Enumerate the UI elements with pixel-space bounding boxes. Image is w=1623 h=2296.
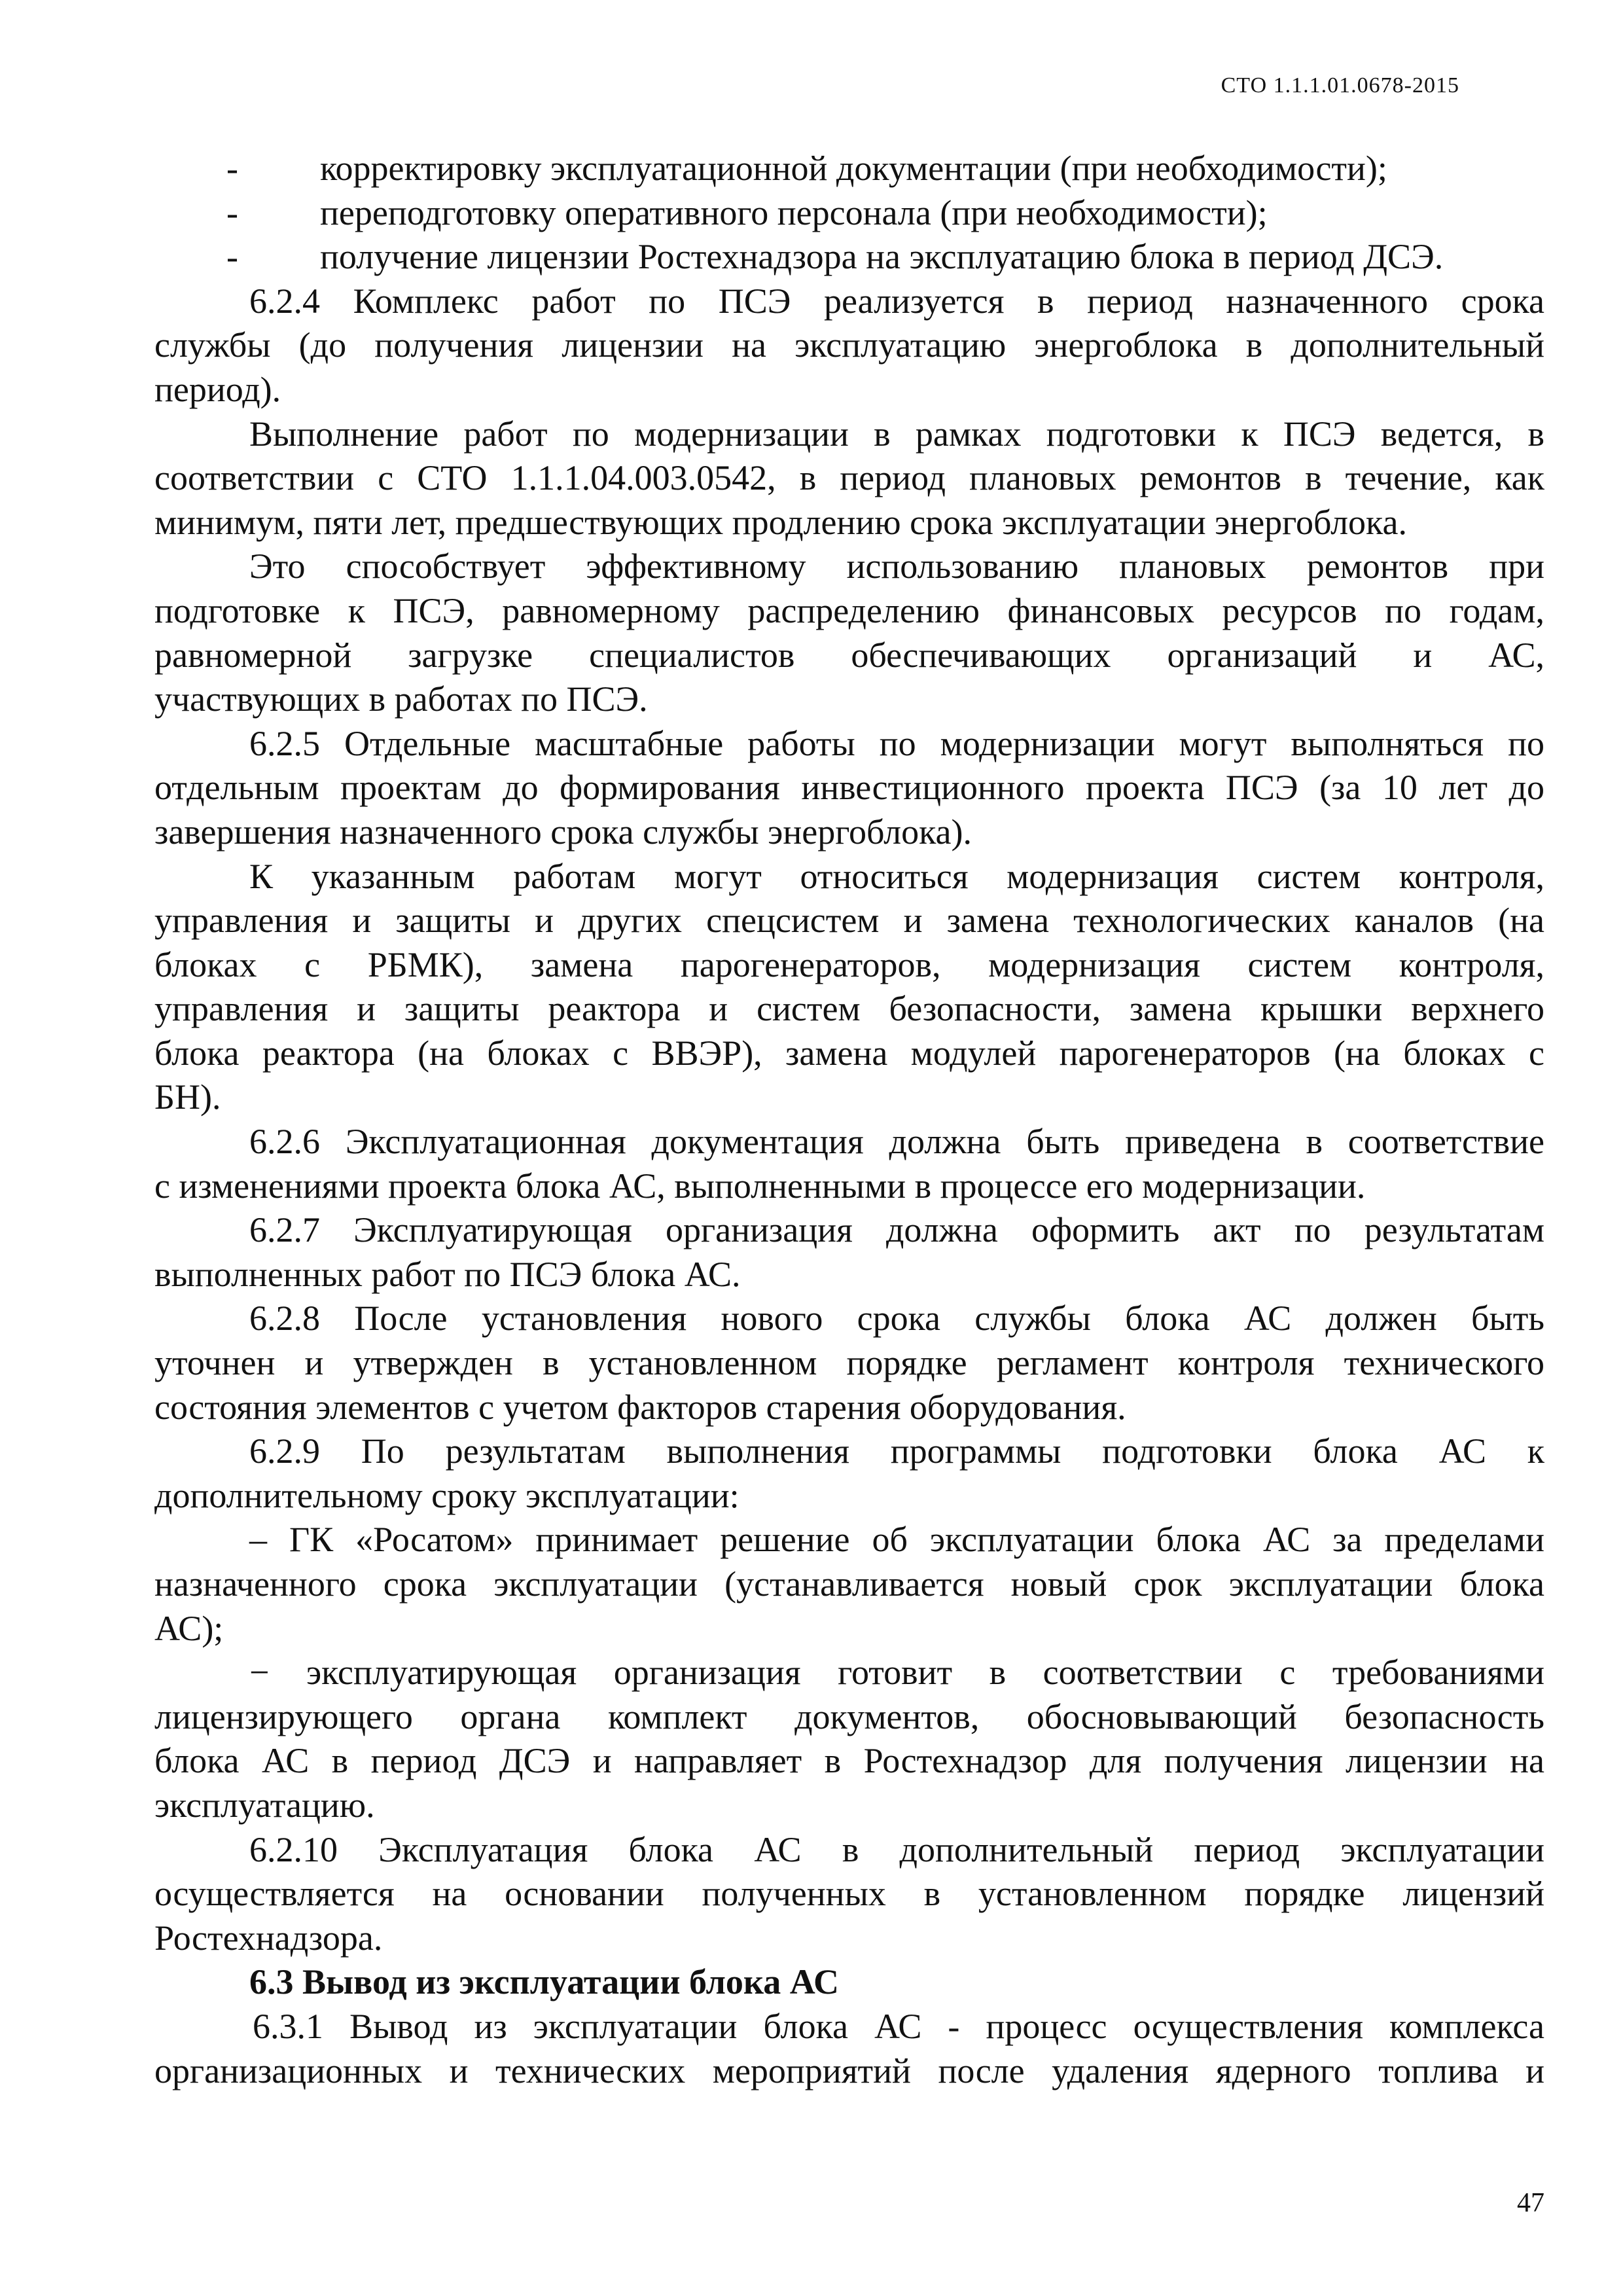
text-line: лицензирующего органа комплект документов, обосновывающий безопасность bbox=[154, 1696, 1544, 1736]
text-line: выполненных работ по ПСЭ блока АС. bbox=[154, 1254, 741, 1294]
text-line: БН). bbox=[154, 1077, 221, 1117]
bullet-marker: - bbox=[226, 237, 238, 277]
text-line: с изменениями проекта блока АС, выполненными в процессе его модернизации. bbox=[154, 1166, 1366, 1206]
text-line: осуществляется на основании полученных в установленном порядке лицензий bbox=[154, 1874, 1544, 1914]
text-line: состояния элементов с учетом факторов старения оборудования. bbox=[154, 1387, 1126, 1427]
paragraph-first-line: 6.2.5 Отдельные масштабные работы по модернизации могут выполняться по bbox=[249, 723, 1544, 763]
paragraph-first-line: 6.2.7 Эксплуатирующая организация должна оформить акт по результатам bbox=[249, 1210, 1544, 1250]
bullet-text: переподготовку оперативного персонала (при необходимости); bbox=[320, 192, 1268, 232]
text-line: дополнительному сроку эксплуатации: bbox=[154, 1475, 740, 1515]
text-line: соответствии с СТО 1.1.1.04.003.0542, в период плановых ремонтов в течение, как bbox=[154, 458, 1544, 498]
text-line: блока АС в период ДСЭ и направляет в Ростехнадзор для получения лицензии на bbox=[154, 1741, 1544, 1781]
text-line: минимум, пяти лет, предшествующих продлению срока эксплуатации энергоблока. bbox=[154, 502, 1407, 542]
paragraph-first-line: 6.2.4 Комплекс работ по ПСЭ реализуется в период назначенного срока bbox=[249, 281, 1544, 321]
text-line: эксплуатацию. bbox=[154, 1785, 375, 1825]
paragraph-first-line: 6.2.10 Эксплуатация блока АС в дополнительный период эксплуатации bbox=[249, 1829, 1544, 1869]
bullet-text: корректировку эксплуатационной документации (при необходимости); bbox=[320, 149, 1387, 188]
text-line: Ростехнадзора. bbox=[154, 1918, 383, 1958]
paragraph-first-line: 6.2.9 По результатам выполнения программы подготовки блока АС к bbox=[249, 1431, 1544, 1471]
text-line: участвующих в работах по ПСЭ. bbox=[154, 679, 648, 719]
paragraph-first-line: К указанным работам могут относиться модернизация систем контроля, bbox=[249, 856, 1544, 896]
text-line: подготовке к ПСЭ, равномерному распределению финансовых ресурсов по годам, bbox=[154, 590, 1544, 630]
paragraph-first-line: 6.3.1 Вывод из эксплуатации блока АС - процесс осуществления комплекса bbox=[253, 2006, 1544, 2046]
paragraph-first-line: Выполнение работ по модернизации в рамках подготовки к ПСЭ ведется, в bbox=[249, 414, 1544, 454]
bullet-item bbox=[154, 147, 1544, 191]
paragraph-first-line: 6.2.6 Эксплуатационная документация должна быть приведена в соответствие bbox=[249, 1122, 1544, 1162]
bullet-item bbox=[154, 235, 1544, 279]
text-line: блока реактора (на блоках с ВВЭР), замена модулей парогенераторов (на блоках с bbox=[154, 1033, 1544, 1073]
bullet-marker: - bbox=[226, 192, 238, 232]
paragraph-first-line: 6.2.8 После установления нового срока службы блока АС должен быть bbox=[249, 1299, 1544, 1338]
text-line: период). bbox=[154, 369, 281, 409]
text-line: завершения назначенного срока службы энергоблока). bbox=[154, 812, 972, 852]
text-line: службы (до получения лицензии на эксплуатацию энергоблока в дополнительный bbox=[154, 325, 1544, 365]
document-body bbox=[154, 147, 1544, 2093]
bullet-item bbox=[154, 191, 1544, 236]
text-line: отдельным проектам до формирования инвестиционного проекта ПСЭ (за 10 лет до bbox=[154, 768, 1544, 808]
bullet-marker: - bbox=[226, 149, 238, 188]
paragraph-first-line: − эксплуатирующая организация готовит в соответствии с требованиями bbox=[249, 1653, 1544, 1693]
section-heading: 6.3 Вывод из эксплуатации блока АС bbox=[249, 1962, 839, 2002]
text-line: организационных и технических мероприятий после удаления ядерного топлива и bbox=[154, 2051, 1544, 2090]
text-line: АС); bbox=[154, 1608, 224, 1648]
text-line: управления и защиты и других спецсистем и замена технологических каналов (на bbox=[154, 901, 1544, 941]
text-line: равномерной загрузке специалистов обеспечивающих организаций и АС, bbox=[154, 635, 1544, 675]
paragraph-first-line: Это способствует эффективному использованию плановых ремонтов при bbox=[249, 547, 1544, 586]
bullet-text: получение лицензии Ростехнадзора на эксплуатацию блока в период ДСЭ. bbox=[320, 237, 1444, 277]
paragraph-first-line: – ГК «Росатом» принимает решение об эксплуатации блока АС за пределами bbox=[249, 1520, 1544, 1560]
text-line: управления и защиты реактора и систем безопасности, замена крышки верхнего bbox=[154, 989, 1544, 1029]
page-number: 47 bbox=[1517, 2188, 1544, 2218]
text-line: назначенного срока эксплуатации (устанавливается новый срок эксплуатации блока bbox=[154, 1564, 1544, 1604]
text-line: блоках с РБМК), замена парогенераторов, модернизация систем контроля, bbox=[154, 944, 1544, 984]
text-line: уточнен и утвержден в установленном порядке регламент контроля технического bbox=[154, 1343, 1544, 1383]
document-code-header: СТО 1.1.1.01.0678-2015 bbox=[1221, 73, 1459, 98]
